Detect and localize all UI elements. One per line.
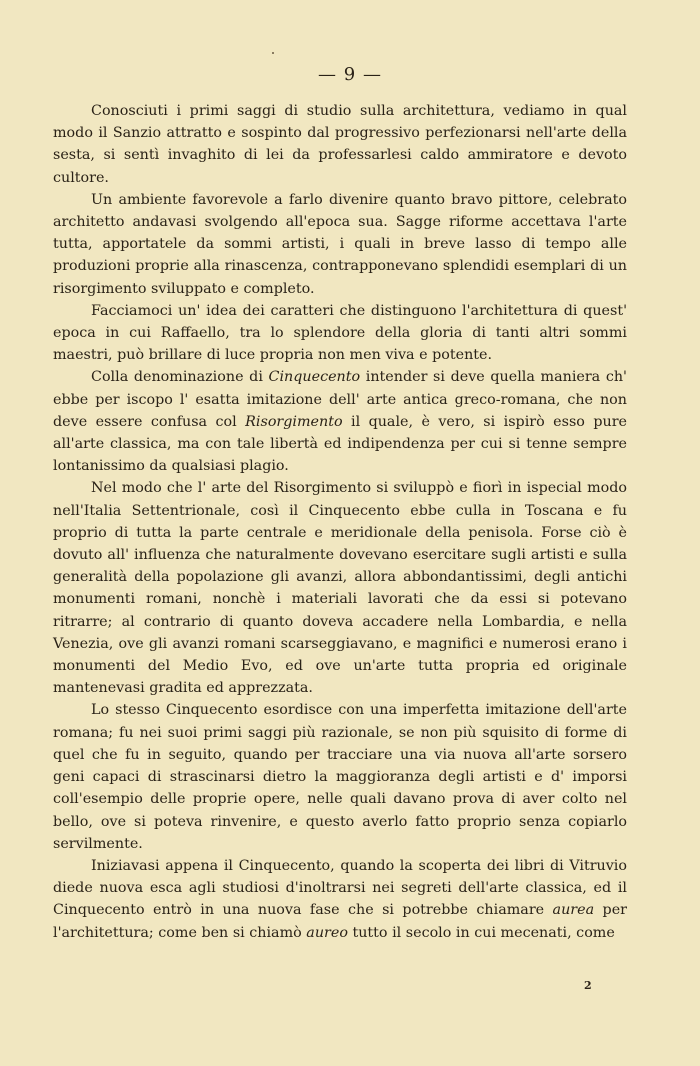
paper-speck bbox=[272, 52, 274, 54]
paragraph bbox=[53, 300, 627, 367]
paragraph bbox=[53, 855, 627, 944]
paragraph bbox=[53, 189, 627, 300]
paragraph-text: Colla denominazione di bbox=[91, 369, 269, 386]
italic-term: aureo bbox=[306, 924, 348, 941]
italic-term: Risorgimento bbox=[245, 413, 343, 430]
paragraph bbox=[53, 366, 627, 477]
paragraph-text: tutto il secolo in cui mecenati, come bbox=[347, 924, 615, 941]
body-text bbox=[53, 100, 627, 944]
italic-term: Cinquecento bbox=[268, 369, 361, 386]
paragraph-text: Nel modo che l' arte del Risorgimento si sviluppò e fiorì in ispecial modo nell'Italia Settentrionale, così il Cinquecento ebbe culla in Toscana e fu proprio di tutta la parte centrale e meridionale della penisola. Forse ciò è dovuto all' influenza che naturalmente dovevano esercitare sugli artisti e sulla generalità della popolazione gli avanzi, allora abbondantissimi, degli antichi monumenti romani, nonchè i materiali lavorati che da essi si potevano ritrarre; al contrario di quanto doveva accadere nella Lombardia, e nella Venezia, ove gli avanzi romani scarseggiavano, e magnifici e numerosi erano i monumenti del Medio Evo, ed ove un'arte tutta propria ed originale mantenevasi gradita ed apprezzata. bbox=[53, 480, 627, 697]
paragraph bbox=[53, 699, 627, 854]
signature-mark: 2 bbox=[584, 979, 592, 992]
paragraph-text: Lo stesso Cinquecento esordisce con una imperfetta imitazione dell'arte romana; fu nei suoi primi saggi più razionale, se non più squisito di forme di quel che fu in seguito, quando per tracciare una via nuova all'arte sorsero geni capaci di strascinarsi dietro la maggioranza degli artisti e d' imporsi coll'esempio delle proprie opere, nelle quali davano prova di aver colto nel bello, ove si poteva rinvenire, e questo averlo fatto proprio senza copiarlo servilmente. bbox=[53, 702, 627, 852]
paragraph-text: Facciamoci un' idea dei caratteri che distinguono l'architettura di quest' epoca in cui Raffaello, tra lo splendore della gloria di tanti altri sommi maestri, può brillare di luce propria non men viva e potente. bbox=[53, 302, 627, 364]
paragraph-text: Un ambiente favorevole a farlo divenire quanto bravo pittore, celebrato architetto andavasi svolgendo all'epoca sua. Sagge riforme accettava l'arte tutta, apportatele da sommi artisti, i quali in breve lasso di tempo alle produzioni proprie alla rinascenza, contrapponevano splendidi esemplari di un risorgimento sviluppato e completo. bbox=[53, 191, 627, 297]
paragraph-text: Conosciuti i primi saggi di studio sulla architettura, vediamo in qual modo il Sanzio attratto e sospinto dal progressivo perfezionarsi nell'arte della sesta, si sentì invaghito di lei da professarlesi caldo ammiratore e devoto cultore. bbox=[53, 103, 627, 186]
paragraph-text: intender si deve quella maniera ch' ebbe per iscopo l' esatta imitazione dell' arte antica greco-romana, che non deve essere confusa col bbox=[53, 369, 627, 430]
page-number-header: — 9 — bbox=[318, 64, 382, 85]
paragraph-text: il quale, è vero, si ispirò esso pure all'arte classica, ma con tale libertà ed indipendenza per cui si tenne sempre lontanissimo da qualsiasi plagio. bbox=[53, 413, 627, 475]
paragraph bbox=[53, 100, 627, 189]
italic-term: aurea bbox=[552, 902, 595, 919]
paragraph-text: per l'architettura; come ben si chiamò bbox=[53, 902, 627, 941]
paragraph-text: Iniziavasi appena il Cinquecento, quando la scoperta dei libri di Vitruvio diede nuova esca agli studiosi d'inoltrarsi nei segreti dell'arte classica, ed il Cinquecento entrò in una nuova fase che si potrebbe chiamare bbox=[53, 857, 627, 919]
paragraph bbox=[53, 477, 627, 699]
